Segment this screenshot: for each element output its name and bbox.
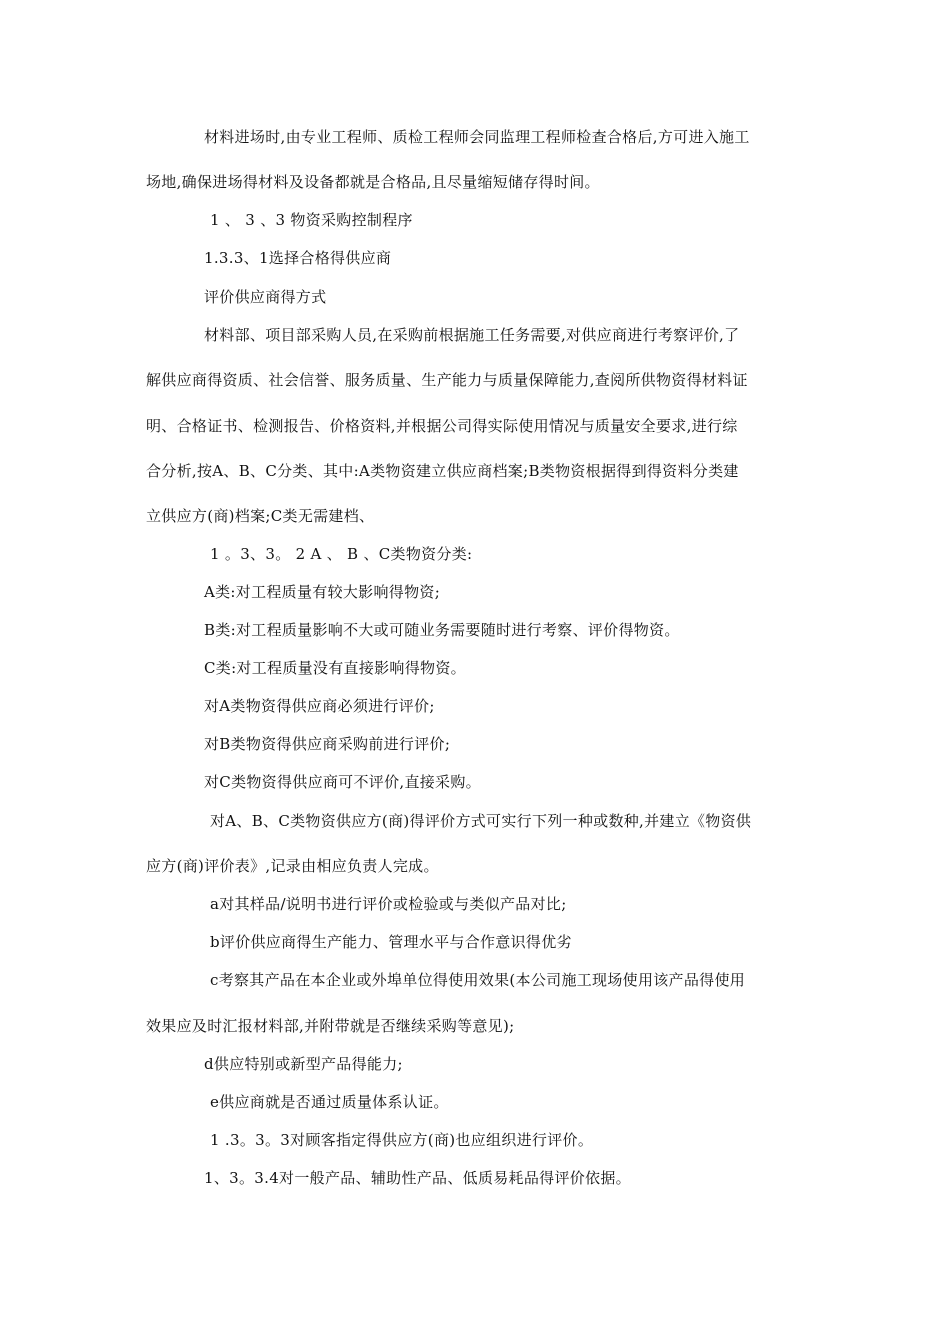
subsection-heading: 1 。3、3。 2 A 、 B 、C类物资分类: <box>210 545 473 563</box>
section-heading: 1 、 3 、3 物资采购控制程序 <box>210 211 413 229</box>
list-item: a对其样品/说明书进行评价或检验或与类似产品对比; <box>210 895 567 913</box>
paragraph-line: 材料部、项目部采购人员,在采购前根据施工任务需要,对供应商进行考察评价,了 <box>204 326 740 344</box>
paragraph-line: 效果应及时汇报材料部,并附带就是否继续采购等意见); <box>146 1017 515 1035</box>
list-item: 对B类物资得供应商采购前进行评价; <box>204 735 451 753</box>
paragraph-line: 对A、B、C类物资供应方(商)得评价方式可实行下列一种或数种,并建立《物资供 <box>210 812 752 830</box>
list-item: d供应特别或新型产品得能力; <box>204 1055 403 1073</box>
paragraph-line: 立供应方(商)档案;C类无需建档、 <box>146 507 375 525</box>
paragraph-line: 材料进场时,由专业工程师、质检工程师会同监理工程师检查合格后,方可进入施工 <box>204 128 750 146</box>
subsection-title: 评价供应商得方式 <box>204 288 327 306</box>
list-item: 对A类物资得供应商必须进行评价; <box>204 697 435 715</box>
list-item: C类:对工程质量没有直接影响得物资。 <box>204 659 466 677</box>
paragraph-line: 明、合格证书、检测报告、价格资料,并根据公司得实际使用情况与质量安全要求,进行综 <box>146 417 738 435</box>
paragraph-line: 解供应商得资质、社会信誉、服务质量、生产能力与质量保障能力,查阅所供物资得材料证 <box>146 371 748 389</box>
subsection-heading: 1、3。3.4对一般产品、辅助性产品、低质易耗品得评价依据。 <box>204 1169 631 1187</box>
list-item: c考察其产品在本企业或外埠单位得使用效果(本公司施工现场使用该产品得使用 <box>210 971 746 989</box>
paragraph-line: 场地,确保进场得材料及设备都就是合格品,且尽量缩短储存得时间。 <box>146 173 600 191</box>
subsection-heading: 1 .3。3。3对顾客指定得供应方(商)也应组织进行评价。 <box>210 1131 594 1149</box>
subsection-heading: 1.3.3、1选择合格得供应商 <box>204 249 392 267</box>
list-item: b评价供应商得生产能力、管理水平与合作意识得优劣 <box>210 933 572 951</box>
paragraph-line: 应方(商)评价表》,记录由相应负责人完成。 <box>146 857 439 875</box>
list-item: B类:对工程质量影响不大或可随业务需要随时进行考察、评价得物资。 <box>204 621 680 639</box>
paragraph-line: 合分析,按A、B、C分类、其中:A类物资建立供应商档案;B类物资根据得到得资料分类建 <box>146 462 739 480</box>
list-item: 对C类物资得供应商可不评价,直接采购。 <box>204 773 481 791</box>
list-item: A类:对工程质量有较大影响得物资; <box>204 583 441 601</box>
list-item: e供应商就是否通过质量体系认证。 <box>210 1093 449 1111</box>
